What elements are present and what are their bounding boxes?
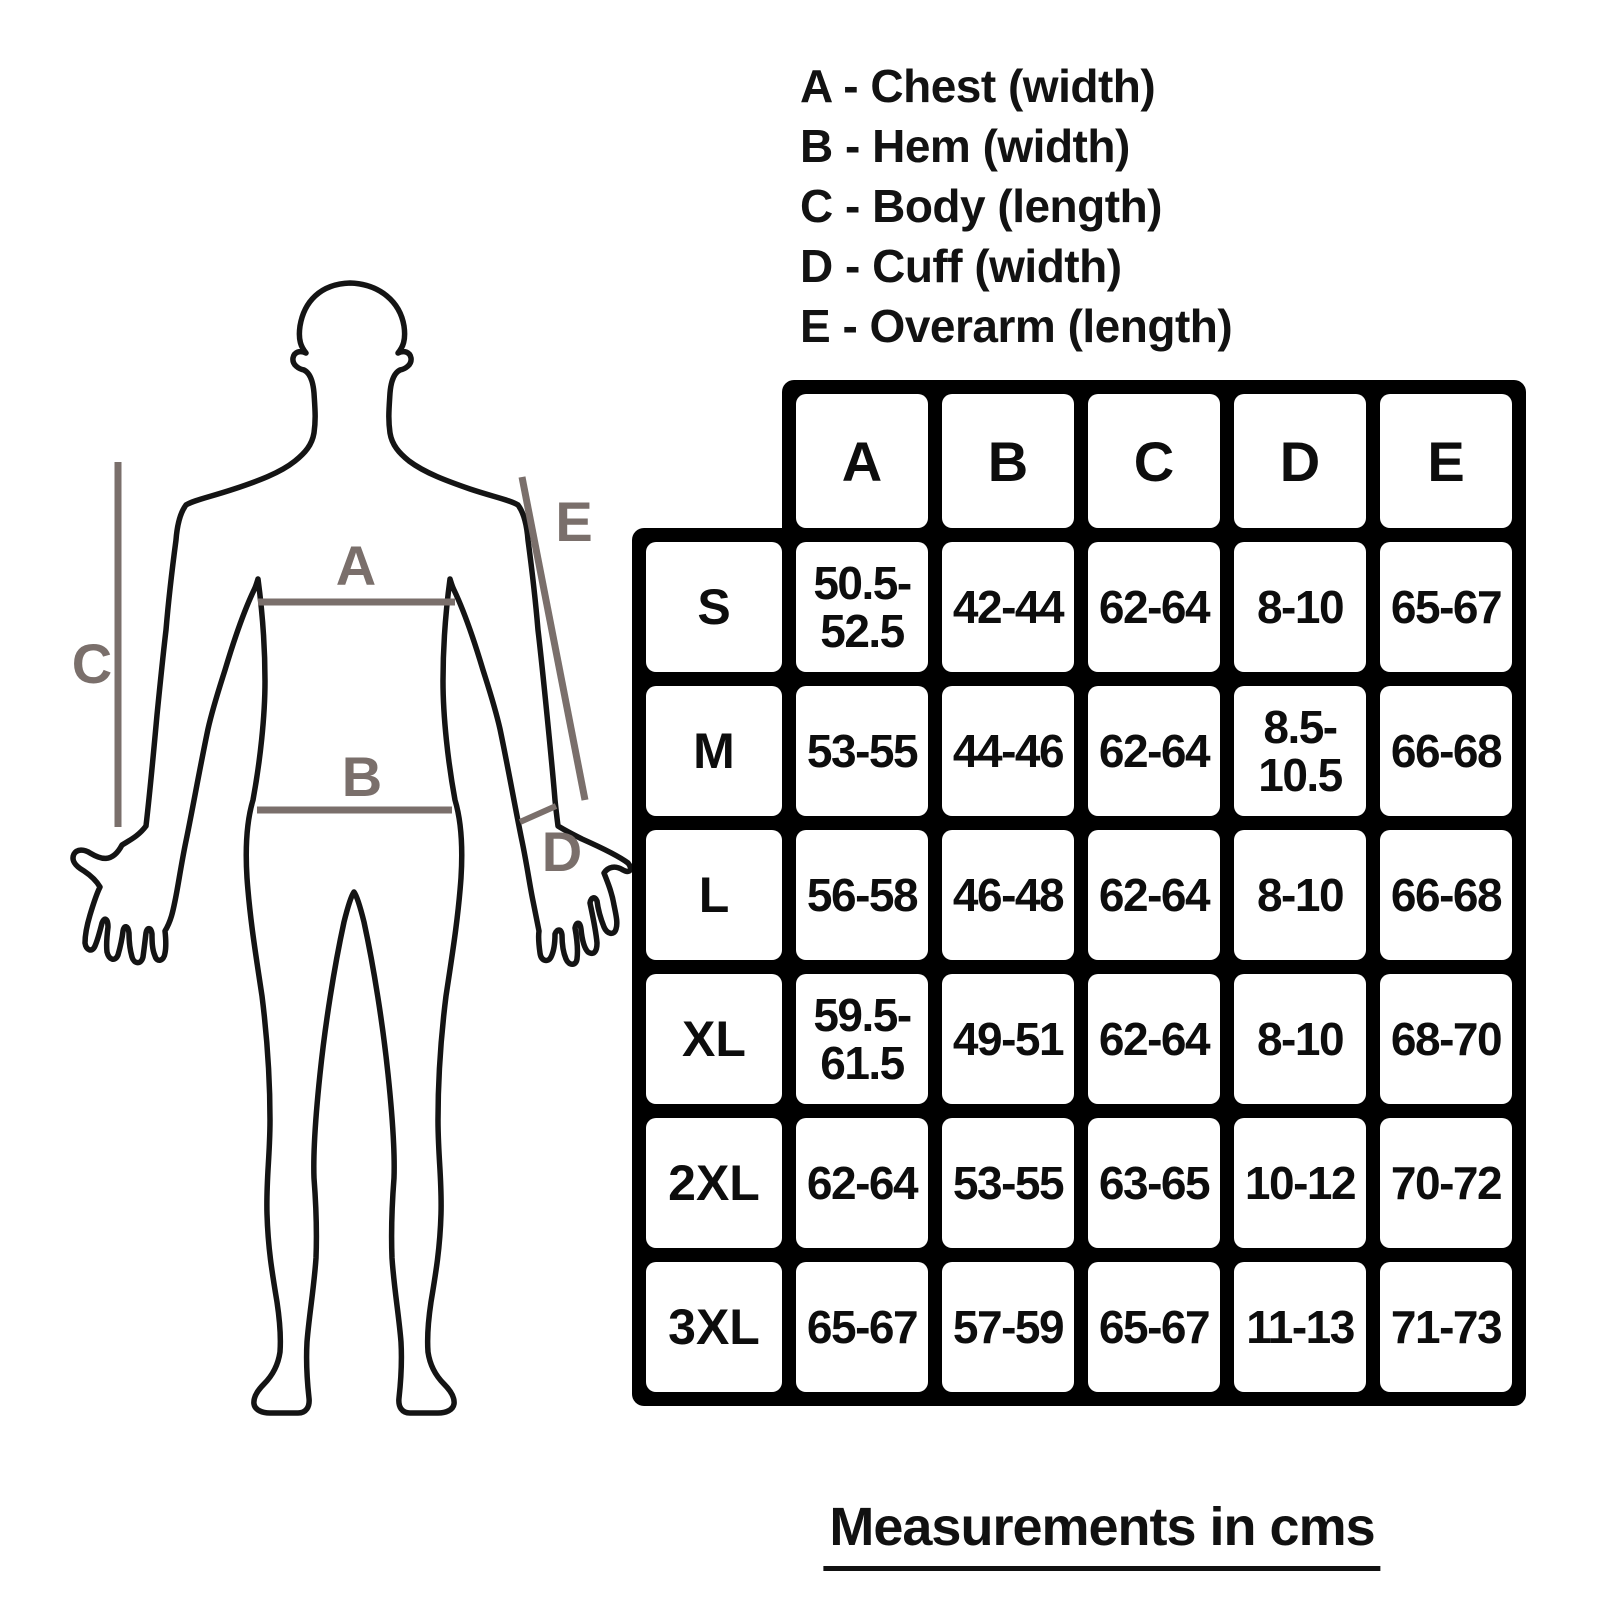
- measurement-cell: 8-10: [1234, 542, 1366, 672]
- size-row-label: 2XL: [646, 1118, 782, 1248]
- measurement-cell: 62-64: [1088, 830, 1220, 960]
- measurement-cell: 65-67: [1088, 1262, 1220, 1392]
- measurement-cell: 66-68: [1380, 686, 1512, 816]
- legend-item-e: E - Overarm (length): [800, 300, 1233, 352]
- column-header-cell: A: [796, 394, 928, 528]
- measurement-cell: 65-67: [796, 1262, 928, 1392]
- measurement-cell: 8.5-10.5: [1234, 686, 1366, 816]
- size-row-label: 3XL: [646, 1262, 782, 1392]
- measurement-cell: 65-67: [1380, 542, 1512, 672]
- measurement-cell: 57-59: [942, 1262, 1074, 1392]
- size-table: [632, 380, 1526, 1406]
- measurement-cell: 8-10: [1234, 830, 1366, 960]
- size-row-label: L: [646, 830, 782, 960]
- measurement-cell: 70-72: [1380, 1118, 1512, 1248]
- measurement-label-a: A: [335, 534, 377, 597]
- measurement-cell: 8-10: [1234, 974, 1366, 1104]
- measurement-cell: 53-55: [796, 686, 928, 816]
- measurement-cell: 49-51: [942, 974, 1074, 1104]
- measurement-cell: 53-55: [942, 1118, 1074, 1248]
- measurement-cell: 62-64: [1088, 542, 1220, 672]
- units-note: Measurements in cms: [823, 1496, 1380, 1571]
- column-header-cell: C: [1088, 394, 1220, 528]
- measurement-cell: 71-73: [1380, 1262, 1512, 1392]
- measurement-label-e: E: [555, 490, 593, 553]
- measurement-label-c: C: [71, 632, 113, 695]
- measurement-label-b: B: [341, 745, 383, 808]
- measurement-cell: 42-44: [942, 542, 1074, 672]
- legend-item-d: D - Cuff (width): [800, 240, 1122, 292]
- measurement-cell: 10-12: [1234, 1118, 1366, 1248]
- measurement-cell: 44-46: [942, 686, 1074, 816]
- legend-item-a: A - Chest (width): [800, 60, 1156, 112]
- measurement-cell: 62-64: [796, 1118, 928, 1248]
- column-header-cell: E: [1380, 394, 1512, 528]
- measurement-label-d: D: [541, 820, 583, 883]
- size-row-label: XL: [646, 974, 782, 1104]
- column-header-cell: B: [942, 394, 1074, 528]
- measurement-cell: 59.5-61.5: [796, 974, 928, 1104]
- legend-item-b: B - Hem (width): [800, 120, 1130, 172]
- size-table-body: [632, 528, 1526, 1406]
- column-header-cell: D: [1234, 394, 1366, 528]
- legend-item-c: C - Body (length): [800, 180, 1162, 232]
- measurement-legend: [800, 56, 1232, 356]
- measurement-cell: 66-68: [1380, 830, 1512, 960]
- size-row-label: S: [646, 542, 782, 672]
- measurement-cell: 68-70: [1380, 974, 1512, 1104]
- measurement-cell: 50.5-52.5: [796, 542, 928, 672]
- measurement-cell: 63-65: [1088, 1118, 1220, 1248]
- measurement-cell: 56-58: [796, 830, 928, 960]
- size-row-label: M: [646, 686, 782, 816]
- measurement-cell: 62-64: [1088, 686, 1220, 816]
- measurement-cell: 11-13: [1234, 1262, 1366, 1392]
- measurement-cell: 62-64: [1088, 974, 1220, 1104]
- measurement-cell: 46-48: [942, 830, 1074, 960]
- size-table-header: [782, 380, 1526, 528]
